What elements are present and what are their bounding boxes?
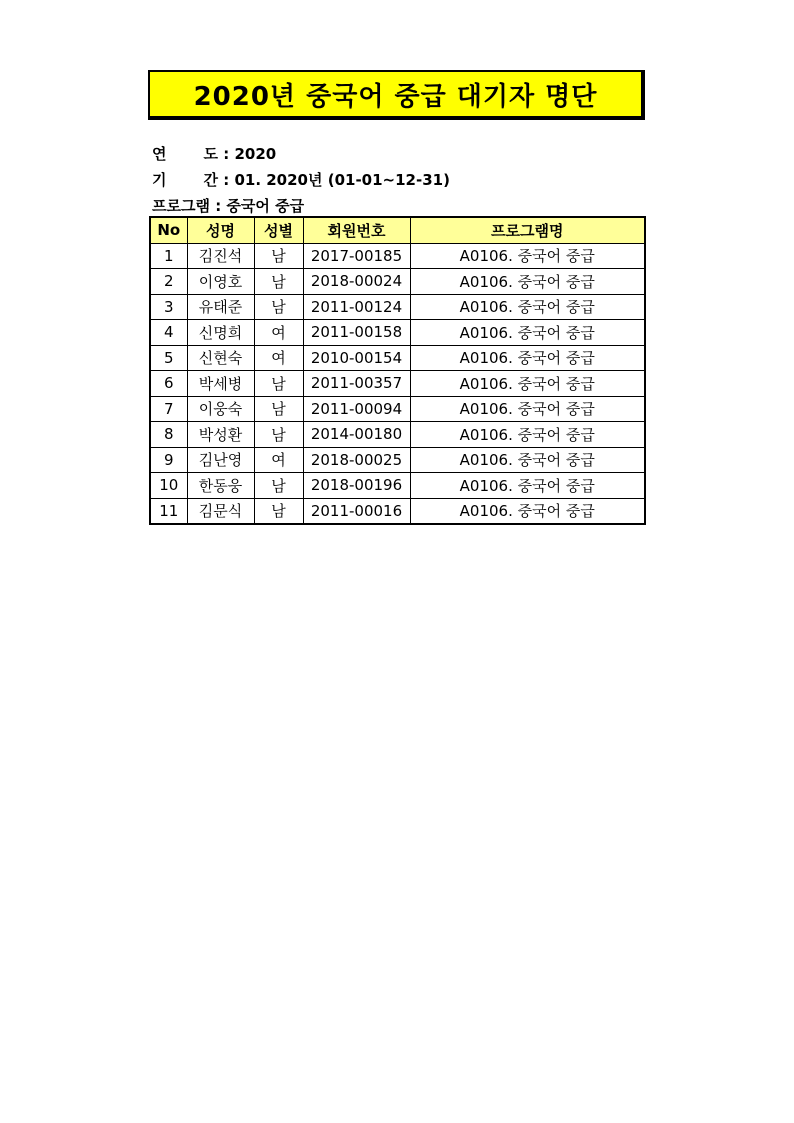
cell-gender: 여	[254, 320, 303, 346]
header-member-id: 회원번호	[303, 217, 410, 243]
table-row	[150, 269, 645, 295]
cell-name: 이웅숙	[187, 396, 254, 422]
cell-program: A0106. 중국어 중급	[410, 243, 645, 269]
cell-program: A0106. 중국어 중급	[410, 371, 645, 397]
header-program: 프로그램명	[410, 217, 645, 243]
cell-member-id: 2011-00016	[303, 498, 410, 524]
cell-name: 유태준	[187, 294, 254, 320]
cell-member-id: 2011-00357	[303, 371, 410, 397]
cell-name: 김문식	[187, 498, 254, 524]
cell-name: 신현숙	[187, 345, 254, 371]
cell-no: 7	[150, 396, 187, 422]
meta-period	[152, 169, 450, 190]
table-row	[150, 345, 645, 371]
cell-no: 9	[150, 447, 187, 473]
cell-program: A0106. 중국어 중급	[410, 498, 645, 524]
cell-name: 이영호	[187, 269, 254, 295]
meta-year-label-b: 도	[203, 145, 218, 163]
cell-gender: 남	[254, 294, 303, 320]
cell-member-id: 2011-00124	[303, 294, 410, 320]
header-gender: 성별	[254, 217, 303, 243]
cell-gender: 남	[254, 498, 303, 524]
cell-member-id: 2010-00154	[303, 345, 410, 371]
cell-member-id: 2014-00180	[303, 422, 410, 448]
cell-no: 11	[150, 498, 187, 524]
cell-program: A0106. 중국어 중급	[410, 294, 645, 320]
cell-gender: 여	[254, 345, 303, 371]
cell-member-id: 2017-00185	[303, 243, 410, 269]
cell-name: 신명희	[187, 320, 254, 346]
table-row	[150, 422, 645, 448]
table-row	[150, 320, 645, 346]
cell-gender: 남	[254, 396, 303, 422]
cell-program: A0106. 중국어 중급	[410, 345, 645, 371]
cell-member-id: 2018-00024	[303, 269, 410, 295]
cell-name: 김진석	[187, 243, 254, 269]
table-row	[150, 243, 645, 269]
meta-program-label: 프로그램	[152, 197, 210, 215]
table-row	[150, 371, 645, 397]
cell-name: 박세병	[187, 371, 254, 397]
cell-member-id: 2011-00158	[303, 320, 410, 346]
meta-year-label-a: 연	[152, 145, 167, 163]
meta-program-value: : 중국어 중급	[215, 197, 305, 215]
cell-program: A0106. 중국어 중급	[410, 396, 645, 422]
cell-gender: 남	[254, 371, 303, 397]
table-row	[150, 294, 645, 320]
cell-no: 3	[150, 294, 187, 320]
cell-no: 1	[150, 243, 187, 269]
page-title	[148, 70, 645, 120]
cell-program: A0106. 중국어 중급	[410, 320, 645, 346]
cell-no: 4	[150, 320, 187, 346]
meta-program	[152, 195, 304, 216]
page-title-text: 2020년 중국어 중급 대기자 명단	[193, 81, 598, 112]
cell-member-id: 2018-00025	[303, 447, 410, 473]
cell-gender: 여	[254, 447, 303, 473]
cell-member-id: 2011-00094	[303, 396, 410, 422]
cell-program: A0106. 중국어 중급	[410, 269, 645, 295]
meta-period-label-b: 간	[203, 171, 218, 189]
cell-program: A0106. 중국어 중급	[410, 473, 645, 499]
cell-gender: 남	[254, 243, 303, 269]
header-no: No	[150, 217, 187, 243]
cell-name: 박성환	[187, 422, 254, 448]
meta-period-value: : 01. 2020년 (01-01~12-31)	[223, 171, 450, 189]
cell-gender: 남	[254, 473, 303, 499]
table-row	[150, 473, 645, 499]
cell-no: 6	[150, 371, 187, 397]
cell-no: 2	[150, 269, 187, 295]
waitlist-table	[149, 216, 646, 525]
table-row	[150, 498, 645, 524]
header-name: 성명	[187, 217, 254, 243]
table-header-row	[150, 217, 645, 243]
cell-no: 5	[150, 345, 187, 371]
cell-gender: 남	[254, 269, 303, 295]
table-row	[150, 447, 645, 473]
cell-name: 김난영	[187, 447, 254, 473]
meta-year	[152, 143, 276, 164]
table-row	[150, 396, 645, 422]
cell-member-id: 2018-00196	[303, 473, 410, 499]
cell-name: 한동웅	[187, 473, 254, 499]
cell-gender: 남	[254, 422, 303, 448]
meta-year-value: : 2020	[223, 145, 277, 163]
cell-no: 10	[150, 473, 187, 499]
cell-program: A0106. 중국어 중급	[410, 422, 645, 448]
cell-no: 8	[150, 422, 187, 448]
meta-period-label-a: 기	[152, 171, 167, 189]
cell-program: A0106. 중국어 중급	[410, 447, 645, 473]
